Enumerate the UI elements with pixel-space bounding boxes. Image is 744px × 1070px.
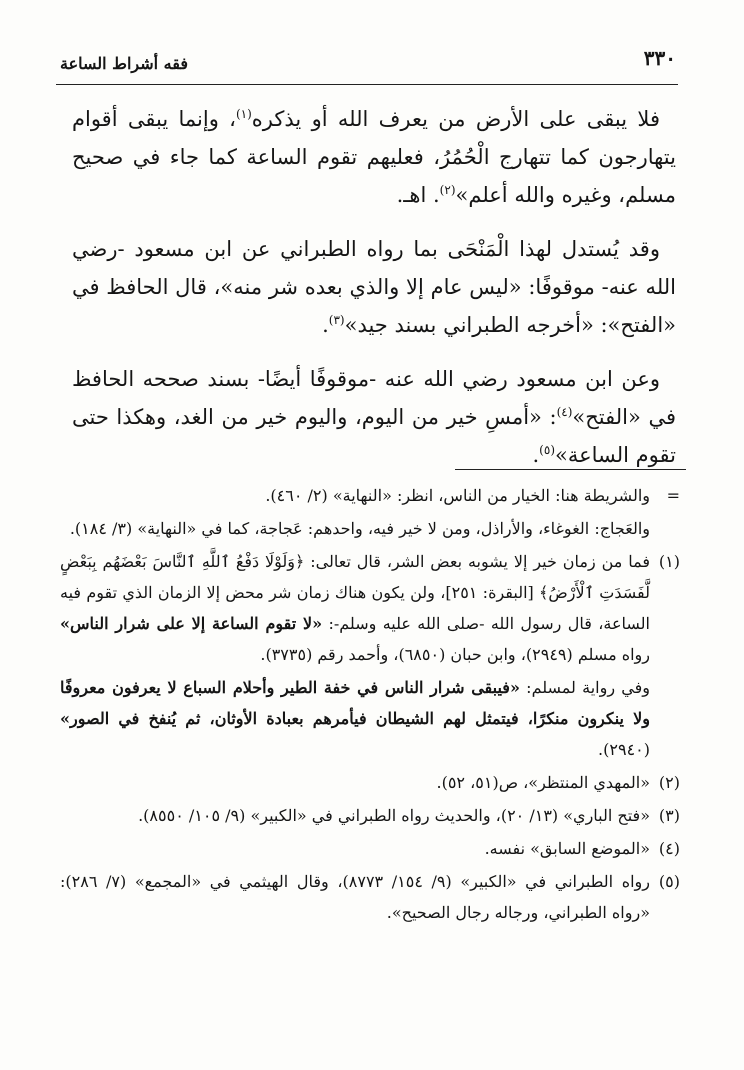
footnote-1: (١) فما من زمان خير إلا يشوبه بعض الشر، قال تعالى: ﴿وَلَوْلَا دَفْعُ ٱللَّهِ ٱلنَّاسَ بَعْضَهُم بِبَعْضٍ لَّفَسَدَتِ ٱلْأَرْضُ﴾ [البقرة: ٢٥١]، ولن يكون هناك زمان شر محض إلا الزمان الذي تقوم فيه الساعة، قال رسول الله -صلى الله عليه وسلم-: «لا تقوم الساعة إلا على شرار الناس» رواه مسلم (٢٩٤٩)، وابن حبان (٦٨٥٠)، وأحمد رقم (٣٧٣٥).	[60, 546, 680, 670]
page-header	[56, 44, 676, 82]
hadith-quote-2: «فيبقى شرار الناس في خفة الطير وأحلام السباع لا يعرفون معروفًا ولا ينكرون منكرًا، فيتمثل لهم الشيطان فيأمرهم بعبادة الأوثان، ثم يُنفخ في الصور»	[60, 678, 650, 728]
footnote-ref-5[interactable]: (٥)	[539, 443, 555, 457]
header-rule	[56, 84, 678, 85]
footnote-1-marker: (١)	[658, 552, 680, 571]
footnote-continuation: = والشريطة هنا: الخيار من الناس، انظر: «النهاية» (٢/ ٤٦٠).	[60, 480, 680, 511]
hadith-quote: «لا تقوم الساعة إلا على شرار الناس»	[60, 614, 323, 633]
footnote-continuation-2: والعَجاج: الغوغاء، والأراذل، ومن لا خير فيه، واحدهم: عَجاجة، كما في «النهاية» (٣/ ١٨٤).	[69, 519, 650, 538]
footnote-ref-2[interactable]: (٢)	[439, 183, 456, 197]
running-title: فقه أشراط الساعة	[60, 54, 188, 73]
footnote-2-marker: (٢)	[658, 773, 680, 792]
footnote-3-marker: (٣)	[658, 806, 680, 825]
footnote-ref-4[interactable]: (٤)	[556, 405, 573, 419]
paragraph-1: فلا يبقى على الأرض من يعرف الله أو يذكره$^{(١)}$، وإنما يبقى أقوام يتهارجون كما تتهارج الْحُمُرُ، فعليهم تقوم الساعة كما جاء في صحيح مسلم، وغيره والله أعلم»$^{(٢)}$. اهـ.	[72, 107, 676, 207]
footnote-4-marker: (٤)	[658, 839, 680, 858]
footnote-3: (٣) «فتح الباري» (١٣/ ٢٠)، والحديث رواه الطبراني في «الكبير» (٩/ ١٠٥/ ٨٥٥٠).	[60, 800, 680, 831]
main-text	[72, 100, 676, 490]
footnote-ref-3[interactable]: (٣)	[328, 313, 345, 327]
footnote-4: (٤) «الموضع السابق» نفسه.	[60, 833, 680, 864]
footnote-2: (٢) «المهدي المنتظر»، ص(٥١، ٥٢).	[60, 767, 680, 798]
footnote-5-marker: (٥)	[658, 872, 680, 891]
page-number: ٣٣٠	[643, 46, 676, 70]
continuation-marker: =	[666, 486, 680, 505]
paragraph-3: وعن ابن مسعود رضي الله عنه -موقوفًا أيضًا- بسند صححه الحافظ في «الفتح»$^{(٤)}$: «أمسِ خير من اليوم، واليوم خير من الغد، وهكذا حتى تقوم الساعة»$^{(٥)}$.	[72, 367, 676, 467]
footnote-1-continued: وفي رواية لمسلم: «فيبقى شرار الناس في خفة الطير وأحلام السباع لا يعرفون معروفًا ولا ينكرون منكرًا، فيتمثل لهم الشيطان فيأمرهم بعبادة الأوثان، ثم يُنفخ في الصور» (٢٩٤٠).	[60, 678, 651, 759]
footnote-separator	[455, 469, 686, 470]
footnote-ref-1[interactable]: (١)	[235, 107, 252, 121]
paragraph-2: وقد يُستدل لهذا الْمَنْحَى بما رواه الطبراني عن ابن مسعود -رضي الله عنه- موقوفًا: «ليس عام إلا والذي بعده شر منه»، قال الحافظ في «الفتح»: «أخرجه الطبراني بسند جيد»$^{(٣)}$.	[72, 237, 676, 337]
footnote-5: (٥) رواه الطبراني في «الكبير» (٩/ ١٥٤/ ٨٧٧٣)، وقال الهيثمي في «المجمع» (٧/ ٢٨٦): «رواه الطبراني، ورجاله رجال الصحيح».	[60, 866, 680, 928]
footnotes	[60, 480, 680, 930]
